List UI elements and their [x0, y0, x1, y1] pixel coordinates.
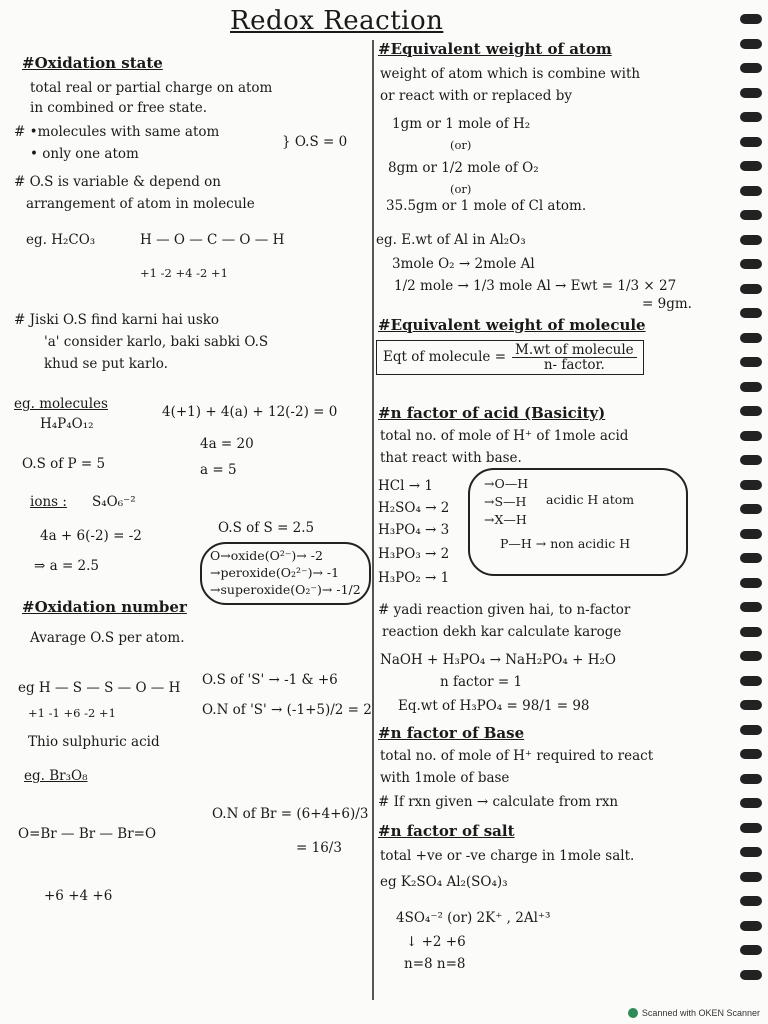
- binding-ring: [740, 259, 762, 269]
- structure-line: O=Br — Br — Br=O: [18, 826, 157, 842]
- scanner-text: Scanned with OKEN Scanner: [641, 1008, 760, 1018]
- equation: 4a + 6(-2) = -2: [40, 528, 142, 544]
- text-line: with 1mole of base: [380, 770, 510, 786]
- binding-ring: [740, 553, 762, 563]
- acid-item: H₃PO₂ → 1: [378, 570, 450, 586]
- acid-item: HCl → 1: [378, 478, 433, 494]
- text-line: arrangement of atom in molecule: [26, 196, 255, 212]
- structure-charges: +1 -1 +6 -2 +1: [28, 706, 116, 720]
- structure-line: H — O — C — O — H: [140, 232, 285, 248]
- text-line: or react with or replaced by: [380, 88, 572, 104]
- binding-ring: [740, 63, 762, 73]
- binding-ring: [740, 676, 762, 686]
- reaction: NaOH + H₃PO₄ → NaH₂PO₄ + H₂O: [380, 652, 616, 668]
- equation: = 9gm.: [642, 296, 692, 312]
- text-line: total real or partial charge on atom: [30, 80, 273, 96]
- acid-item: H₃PO₄ → 3: [378, 522, 450, 538]
- equation: 3mole O₂ → 2mole Al: [392, 256, 535, 272]
- text-line: # yadi reaction given hai, to n-factor: [378, 602, 631, 618]
- binding-ring: [740, 455, 762, 465]
- binding-ring: [740, 602, 762, 612]
- equation: ↓ +2 +6: [406, 934, 466, 950]
- text-line: 35.5gm or 1 mole of Cl atom.: [386, 198, 587, 214]
- binding-ring: [740, 651, 762, 661]
- cloud-line: O→oxide(O²⁻)→ -2: [210, 548, 323, 563]
- cloud-line: →S—H: [484, 494, 527, 509]
- binding-ring: [740, 480, 762, 490]
- cloud-line: →peroxide(O₂²⁻)→ -1: [210, 564, 340, 580]
- non-acidic-label: P—H → non acidic H: [500, 536, 631, 551]
- spiral-binding: [740, 0, 762, 1000]
- eq-molecule-heading: #Equivalent weight of molecule: [378, 316, 646, 334]
- text-line: • only one atom: [30, 146, 139, 162]
- text-line: # •molecules with same atom: [14, 124, 220, 140]
- binding-ring: [740, 872, 762, 882]
- acidic-h-cloud: [468, 468, 688, 576]
- formula-denominator: n- factor.: [543, 357, 605, 374]
- text-line: 'a' consider karlo, baki sabki O.S: [44, 334, 269, 350]
- binding-ring: [740, 823, 762, 833]
- binding-ring: [740, 235, 762, 245]
- molecule-formula: H₄P₄O₁₂: [40, 416, 94, 432]
- cloud-line: →superoxide(O₂⁻)→ -1/2: [210, 581, 361, 597]
- equation: O.N of 'S' → (-1+5)/2 = 2: [202, 702, 372, 718]
- ions-heading: ions :: [30, 494, 67, 510]
- text-line: (or): [450, 138, 472, 152]
- left-column: [0, 0, 372, 1000]
- example-heading: eg. E.wt of Al in Al₂O₃: [376, 232, 526, 248]
- binding-ring: [740, 284, 762, 294]
- equation: O.S of 'S' → -1 & +6: [202, 672, 338, 688]
- text-line: eg. H₂CO₃: [26, 232, 96, 248]
- formula-box: [376, 340, 644, 375]
- binding-ring: [740, 700, 762, 710]
- text-line: 8gm or 1/2 mole of O₂: [388, 160, 539, 176]
- binding-ring: [740, 382, 762, 392]
- binding-ring: [740, 578, 762, 588]
- text-line: total no. of mole of H⁺ of 1mole acid: [380, 428, 629, 444]
- br3o8-heading: eg. Br₃O₈: [24, 768, 88, 784]
- structure-line: eg H — S — S — O — H: [18, 680, 181, 696]
- cloud-line: →O—H: [484, 476, 529, 491]
- right-column: [376, 0, 736, 1000]
- text-line: khud se put karlo.: [44, 356, 168, 372]
- acid-item: H₂SO₄ → 2: [378, 500, 450, 516]
- text-line: # O.S is variable & depend on: [14, 174, 222, 190]
- binding-ring: [740, 725, 762, 735]
- binding-ring: [740, 921, 762, 931]
- text-line: Avarage O.S per atom.: [30, 630, 185, 646]
- binding-ring: [740, 529, 762, 539]
- binding-ring: [740, 161, 762, 171]
- binding-ring: [740, 774, 762, 784]
- oxidation-number-heading: #Oxidation number: [22, 598, 187, 616]
- result: O.S of P = 5: [22, 456, 106, 472]
- equation: O.N of Br = (6+4+6)/3: [212, 806, 369, 822]
- equation: n factor = 1: [440, 674, 523, 690]
- binding-ring: [740, 896, 762, 906]
- text-line: in combined or free state.: [30, 100, 208, 116]
- binding-ring: [740, 406, 762, 416]
- compound-name: Thio sulphuric acid: [28, 734, 160, 750]
- result: O.S of S = 2.5: [218, 520, 315, 536]
- equation: 4(+1) + 4(a) + 12(-2) = 0: [162, 404, 338, 420]
- binding-ring: [740, 14, 762, 24]
- binding-ring: [740, 970, 762, 980]
- equation: 4a = 20: [200, 436, 254, 452]
- text-line: that react with base.: [380, 450, 522, 466]
- binding-ring: [740, 749, 762, 759]
- structure-charges: +1 -2 +4 -2 +1: [140, 266, 228, 280]
- text-line: reaction dekh kar calculate karoge: [382, 624, 622, 640]
- binding-ring: [740, 88, 762, 98]
- scanner-logo-icon: [628, 1008, 638, 1018]
- acid-item: H₃PO₃ → 2: [378, 546, 450, 562]
- binding-ring: [740, 627, 762, 637]
- binding-ring: [740, 333, 762, 343]
- text-line: eg K₂SO₄ Al₂(SO₄)₃: [380, 874, 508, 890]
- structure-charges: +6 +4 +6: [44, 888, 113, 904]
- binding-ring: [740, 945, 762, 955]
- equation: ⇒ a = 2.5: [34, 558, 100, 574]
- equation: 4SO₄⁻² (or) 2K⁺ , 2Al⁺³: [396, 910, 551, 926]
- column-divider: [372, 40, 374, 1000]
- page-title: Redox Reaction: [230, 6, 444, 36]
- binding-ring: [740, 112, 762, 122]
- binding-ring: [740, 847, 762, 857]
- binding-ring: [740, 308, 762, 318]
- text-line: total +ve or -ve charge in 1mole salt.: [380, 848, 635, 864]
- formula-lhs: Eqt of molecule =: [383, 349, 507, 366]
- scanner-watermark: [628, 1008, 760, 1018]
- text-line: (or): [450, 182, 472, 196]
- binding-ring: [740, 504, 762, 514]
- text-line: 1gm or 1 mole of H₂: [392, 116, 531, 132]
- text-line: # If rxn given → calculate from rxn: [378, 794, 619, 810]
- eq-atom-heading: #Equivalent weight of atom: [378, 40, 612, 58]
- formula-fraction: [512, 343, 637, 372]
- nfactor-salt-heading: #n factor of salt: [378, 822, 515, 840]
- text-line: total no. of mole of H⁺ required to react: [380, 748, 654, 764]
- equation: a = 5: [200, 462, 237, 478]
- equation: Eq.wt of H₃PO₄ = 98/1 = 98: [398, 698, 590, 714]
- nfactor-base-heading: #n factor of Base: [378, 724, 525, 742]
- binding-ring: [740, 186, 762, 196]
- binding-ring: [740, 210, 762, 220]
- text-line: } O.S = 0: [282, 134, 348, 150]
- nfactor-acid-heading: #n factor of acid (Basicity): [378, 404, 606, 422]
- binding-ring: [740, 39, 762, 49]
- text-line: # Jiski O.S find karni hai usko: [14, 312, 220, 328]
- binding-ring: [740, 137, 762, 147]
- formula-numerator: M.wt of molecule: [512, 343, 637, 358]
- text-line: weight of atom which is combine with: [380, 66, 641, 82]
- oxidation-state-heading: #Oxidation state: [22, 54, 163, 72]
- binding-ring: [740, 431, 762, 441]
- binding-ring: [740, 357, 762, 367]
- equation: 1/2 mole → 1/3 mole Al → Ewt = 1/3 × 27: [394, 278, 677, 294]
- cloud-label: acidic H atom: [546, 492, 635, 507]
- binding-ring: [740, 798, 762, 808]
- molecules-heading: eg. molecules: [14, 396, 108, 412]
- oxide-cloud: [200, 542, 371, 605]
- equation: n=8 n=8: [404, 956, 466, 972]
- ion-formula: S₄O₆⁻²: [92, 494, 136, 510]
- cloud-line: →X—H: [484, 512, 527, 527]
- equation: = 16/3: [296, 840, 342, 856]
